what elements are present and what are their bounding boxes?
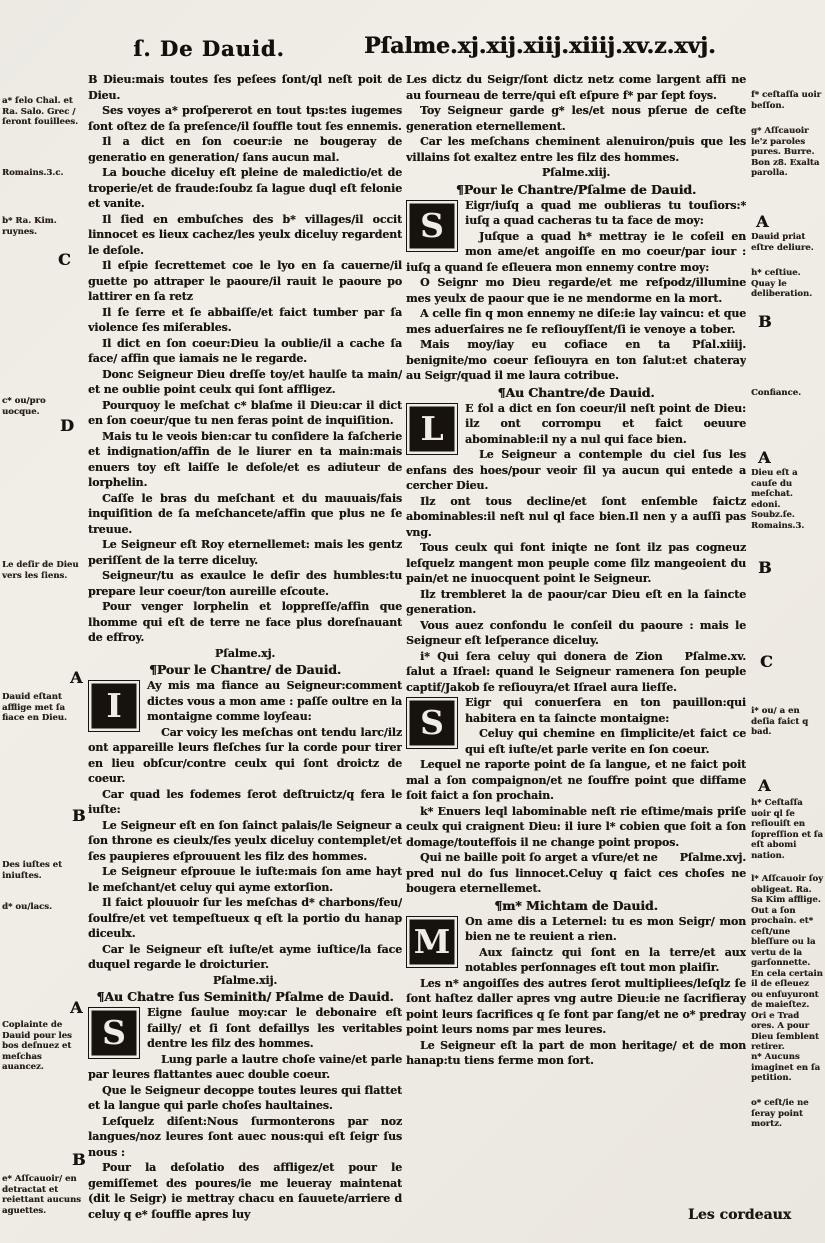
verse-text: Celuy qui chemine en ſimplicite/et faict ce qui eſt iuſte/et parle verite en ſon coeur. [465, 727, 746, 756]
margin-note: Le deſir de Dieu vers les ſiens. [2, 560, 79, 581]
verse-text: Que le Seigneur decoppe toutes leures qui flattet et la langue qui parle choſes haultaines. [88, 1083, 402, 1112]
section-letter: A [70, 998, 83, 1017]
woodcut-initial: M [406, 916, 458, 968]
verse [88, 336, 402, 367]
verse [88, 568, 402, 599]
verse-text: Seigneur/tu as exaulce le deſir des humbles:tu prepare leur coeur/ton aureille eſcoute. [88, 569, 402, 598]
verse-text: Eigne ſaulue moy:car le debonaire eſt failly/ et ſi ſont defaillys les veritables dentre les filz des hommes. [147, 1006, 402, 1050]
verse-text: Ay mis ma fiance au Seigneur:comment dictes vous a mon ame : paſſe oultre en la montaigne comme loyſeau: [147, 679, 402, 723]
verse-text: i* Qui ſera celuy qui donera de Zion ſalut a Iſrael: quand le Seigneur ramenera ſon peuple captif/Jakob ſe reſiouyra/et Iſrael aura lieſſe. [406, 649, 746, 694]
margin-note: Coplainte de Dauid pour les bos deſnuez et meſchas auancez. [2, 1020, 72, 1072]
right-text-column [406, 72, 746, 1236]
verse-text: Ilz trembleret la de paour/car Dieu eſt en la ſaincte generation. [406, 587, 746, 616]
verse-text: E fol a dict en ſon coeur/il neſt point de Dieu: ilz ont corrompu et faict oeuure abominable:il ny a nul qui face bien. [465, 401, 746, 446]
verse-text: Mais tu le veois bien:car tu conſidere la faſcherie et indignation/affin de le liurer en ta main:mais enuers toy eſt laiſſe le deſole/et es adiuteur de lorphelin. [88, 429, 402, 489]
verse-text: Le Seigneur eſt la part de mon heritage/ et de mon hanap:tu tiens ferme mon ſort. [406, 1038, 746, 1067]
verse [88, 678, 402, 725]
margin-note: d* ou/lacs. [2, 902, 52, 912]
verse [88, 787, 402, 818]
verse [88, 398, 402, 429]
verse [88, 72, 402, 103]
running-title-right: Pſalme.xj.xij.xiij.xiiij.xv.z.xvj. [364, 33, 716, 59]
verse-text: B Dieu:mais toutes ſes peſees ſont/ql neſt poit de Dieu. [88, 73, 402, 102]
verse [406, 306, 746, 337]
verse [406, 976, 746, 1038]
verse-text: Tous ceulx qui font iniqte ne ſont ilz pas cogneuz leſquelz mangent mon peuple come ſilz mangeoient du pain/et ne inuocquent point le Seigneur. [406, 541, 746, 585]
margin-note: o* ceſt/ie ne ſeray point mortz. [751, 1098, 809, 1129]
margin-note: a* ſelo Chal. et Ra. Salo. Grec / ſeront fouillees. [2, 96, 79, 127]
verse [88, 305, 402, 336]
section-letter: C [760, 652, 773, 671]
margin-note: b* Ra. Kim. ruynes. [2, 216, 57, 237]
verse-text: Il ſied en embuſches des b* villages/il occit linnocet es lieux cachez/les yeulx diceluy regardent le deſole. [88, 212, 402, 257]
margin-note: l* Aſſcauoir ſoy obligeat. Ra. Sa Kim afflige. Out a ſon prochain. et* ceſt/une bleſſure ou la vertu de la garſonnette. En cela certain il de eſleuez ou enſuyuront de maieſtez. Ori e Trad ores. A pour Dieu ſemblent retirer. [751, 874, 824, 1052]
psalm-number-heading: Pſalme.xiij. [541, 166, 611, 179]
verse-text: Car les meſchans cheminent alenuiron/puis que les villains ſot exaltez entre les filz des hommes. [406, 135, 746, 164]
verse-text: Juſque a quad h* mettray ie le coſeil en mon ame/et angoiſſe en mo coeur/par iour : iuſq a quand ſe eſleuera mon ennemy contre moy: [406, 229, 746, 274]
woodcut-initial: L [406, 403, 458, 455]
margin-note: g* Aſſcauoir le'z paroles pures. Burre. Bon z8. Exalta parolla. [751, 126, 820, 178]
section-letter: B [72, 806, 86, 825]
margin-note: Dieu eſt a cauſe du meſchat. edoni. Soubz.ſe. Romains.3. [751, 468, 805, 531]
verse-text: Car quad les fodemes ſerot deſtruictz/q fera le iuſte: [88, 787, 402, 816]
verse-text: Les dictz du Seigr/ſont dictz netz come largent affi ne au fourneau de terre/qui eſt eſpure f* par ſept foys. [406, 73, 746, 102]
verse [88, 258, 402, 305]
verse-text: A celle fin q mon ennemy ne diſe:ie lay vaincu: et que mes aduerſaires ne ſe reſiouyſſent/ſi ie venoye a tober. [406, 307, 746, 336]
section-letter: B [72, 1150, 86, 1169]
verse [88, 367, 402, 398]
margin-note: i* ou/ a en deſia faict q bad. [751, 706, 809, 737]
verse-text: La bouche diceluy eſt pleine de maledictio/et de troperie/et de fraude:ſoubz ſa lague duql eſt felonie et vanite. [88, 166, 402, 210]
psalm-title: ¶Au Chatre ſus Seminith/ Pſalme de Dauid. [96, 989, 394, 1004]
verse [88, 134, 402, 165]
margin-note: c* ou/pro uocque. [2, 396, 46, 417]
inline-psalm-number: Pſalme.xv. [684, 649, 746, 663]
running-title-left: ſ. De Dauid. [133, 36, 285, 61]
margin-note: Confiance. [751, 388, 802, 398]
catchword: Les cordeaux [688, 1207, 792, 1223]
verse-text: Le Seigneur a contemple du ciel ſus les enfans des hoes/pour veoir ſil ya aucun qui entede a cercher Dieu. [406, 448, 746, 492]
verse-text: Qui ne baille poit ſo arget a vſure/et ne pred nul do ſus linnocet.Celuy q faict ces choſes ne bougera eternellemet. [406, 851, 746, 895]
verse [406, 1038, 746, 1069]
margin-note: e* Aſſcauoir/ en detractat et reiettant aucuns aguettes. [2, 1174, 81, 1216]
inline-psalm-number: Pſal.xiiij. [692, 338, 746, 351]
verse-text: O Seignr mo Dieu regarde/et me reſpodz/illumine mes yeulx de paour que ie ne mendorme en la mort. [406, 276, 746, 305]
verse [88, 818, 402, 865]
psalm-title: ¶Pour le Chantre/ de Dauid. [148, 662, 342, 677]
verse [88, 1114, 402, 1161]
psalm-number-heading: Pſalme.xij. [212, 973, 278, 987]
verse [406, 850, 746, 897]
section-letter: A [758, 448, 771, 467]
verse-text: Le Seigneur eſt Roy eternellemet: mais les gentz periſſent de la terre diceluy. [88, 538, 402, 567]
verse [406, 587, 746, 618]
margin-note: Dauid eſtant afflige met ſa fiace en Dieu. [2, 692, 67, 723]
verse-text: Car le Seigneur eſt iuſte/et ayme iuſtice/la face duquel regarde le droicturier. [88, 942, 402, 971]
section-letter: B [758, 312, 772, 331]
margin-note: h* ceſtiue. Quay le deliberation. [751, 268, 813, 299]
verse [406, 804, 746, 851]
verse-text: Caſſe le bras du meſchant et du mauuais/fais inquiſition de ſa meſchancete/affin que plus ne ſe treuue. [88, 491, 402, 536]
verse [406, 337, 746, 384]
verse-text: Pourquoy le meſchat c* blaſme il Dieu:car il dict en ſon coeur/que tu nen feras point de inquiſition. [88, 398, 402, 427]
verse-text: Vous auez confondu le conſeil du paoure : mais le Seigneur eſt leſperance diceluy. [406, 618, 746, 647]
verse [88, 942, 402, 973]
verse-text: On ame dis a Leternel: tu es mon Seigr/ mon bien ne te reuient a rien. [465, 914, 746, 943]
section-letter: C [58, 250, 71, 269]
verse [88, 1160, 402, 1222]
psalm-title: ¶Au Chantre/de Dauid. [497, 384, 655, 400]
verse-text: Leſquelz diſent:Nous ſurmonterons par noz langues/noz leures ſont auec nous:qui eſt ſeigr ſus nous : [88, 1114, 402, 1159]
verse-text: Eigr qui conuerſera en ton pauillon:qui habitera en ta ſaincte montaigne: [465, 696, 746, 725]
verse-text: Le Seigneur eſprouue le iuſte:mais ſon ame hayt le meſchant/et celuy qui ayme extorſion. [88, 865, 402, 894]
inline-psalm-number: Pſalme.xvj. [679, 851, 746, 864]
verse-text: Lequel ne raporte point de ſa langue, et ne faict poit mal a ſon compaignon/et ne ſouffre point que diffame ſoit faict a ſon prochain. [406, 758, 746, 802]
verse-text: Il eſpie ſecrettemet coe le lyo en ſa cauerne/il guette po attraper le paoure/il rauit le paoure po lattirer en ſa retz [88, 259, 402, 303]
verse [88, 429, 402, 491]
verse [406, 103, 746, 134]
verse [406, 757, 746, 804]
margin-note: Des iuſtes et iniuſtes. [2, 860, 63, 881]
section-letter: B [758, 558, 772, 577]
section-letter: A [70, 668, 83, 687]
verse-text: Il faict plouuoir ſur les meſchas d* charbons/feu/ ſoulfre/et vet tempeſtueux q eſt la portio du hanap diceulx. [88, 896, 402, 940]
verse-text: Les n* angoiſſes des autres ſerot multipliees/leſqlz ſe ſont haſtez daller apres vng autre Dieu:ie ne ſacrifieray point leurs ſacrifices q ſe font par ſang/et ne o* predray point leurs noms par mes leures. [406, 976, 746, 1036]
verse [88, 212, 402, 259]
margin-note: f* ceſtaſſa uoir beſſon. [751, 90, 822, 111]
verse [406, 198, 746, 245]
verse-text: Toy Seigneur garde g* les/et nous pſerue de ceſte generation eternellement. [406, 104, 746, 133]
verse [406, 618, 746, 649]
verse-text: Il a dict en ſon coeur:ie ne bougeray de generatio en generation/ ſans aucun mal. [88, 135, 402, 164]
verse-text: Pour la deſolatio des affligez/et pour le gemiſſemet des poures/ie me leueray maintenat (dit le Seigr) ie mettray chacu en ſauuete/arriere d celuy q e* ſouffle apres luy [88, 1161, 402, 1221]
verse-text: Eigr/iuſq a quad me oublieras tu touſiors:* iuſq a quad cacheras tu ta face de moy: [465, 198, 746, 227]
verse-text: Lung parle a lautre choſe vaine/et parle par leures flattantes auec double coeur. [88, 1052, 402, 1081]
verse [88, 103, 402, 134]
verse [406, 540, 746, 587]
verse [88, 725, 402, 787]
verse [88, 895, 402, 942]
verse [406, 275, 746, 306]
verse-text: Le Seigneur eſt en ſon ſainct palais/le Seigneur a ſon throne es cieulx/ſes yeulx diceluy contemplet/et ſes paupieres eſprouuent les filz des hommes. [88, 818, 402, 863]
verse [88, 491, 402, 538]
verse-text: Car voicy les meſchas ont tendu larc/ilz ont appareille leurs fleſches ſur la corde pour tirer en lieu obſcur/contre ceulx qui ſont droictz de coeur. [88, 725, 402, 785]
woodcut-initial: I [88, 680, 140, 732]
verse [88, 599, 402, 646]
verse [88, 537, 402, 568]
verse [406, 649, 746, 696]
woodcut-initial: S [406, 200, 458, 252]
verse-text: Il ſe ſerre et ſe abbaiſſe/et faict tumber par ſa violence ſes miſerables. [88, 305, 402, 334]
verse-text: Il dict en ſon coeur:Dieu la oublie/il a cache ſa face/ affin que iamais ne le regarde. [88, 336, 402, 365]
verse [88, 864, 402, 895]
verse [406, 72, 746, 103]
verse-text: Ilz ont tous decline/et ſont enſemble faictz abominables:il neſt nul ql face bien.Il nen y a auſſi pas vng. [406, 494, 746, 539]
verse-text: Mais moy/iay eu cofiace en ta benignite/mo coeur ſeſiouyra en ton ſalut:et chateray au Seigr/quad il me laura cotribue. [406, 338, 746, 382]
woodcut-initial: S [406, 697, 458, 749]
verse-text: k* Enuers leql labominable neſt rie eſtime/mais priſe ceulx qui craignent Dieu: il iure l* cobien que ſoit a ſon domage/touteffois il ne change point propos. [406, 804, 746, 849]
psalm-title: ¶Pour le Chantre/Pſalme de Dauid. [455, 181, 697, 197]
verse [88, 1083, 402, 1114]
verse [88, 1005, 402, 1052]
verse-text: Donc Seigneur Dieu dreſſe toy/et haulſe ta main/ et ne oublie point ceulx qui ſont affligez. [88, 367, 402, 396]
woodcut-initial: S [88, 1007, 140, 1059]
verse [406, 401, 746, 448]
section-letter: A [756, 212, 769, 231]
section-letter: A [758, 776, 771, 795]
psalm-title: ¶m* Michtam de Dauid. [494, 897, 658, 913]
section-letter: D [60, 416, 74, 435]
verse [406, 494, 746, 541]
margin-note: Dauid priat eſtre deliure. [751, 232, 814, 253]
margin-note: n* Aucuns imaginet en ſa petition. [751, 1052, 821, 1083]
verse [406, 134, 746, 165]
verse-text: Pour venger lorphelin et loppreſſe/affin que lhomme qui eſt de terre ne face plus doreſnauant de effroy. [88, 600, 402, 644]
verse-text: Aux ſainctz qui ſont en la terre/et aux notables perſonnages eſt tout mon plaiſir. [465, 945, 746, 974]
left-text-column [88, 72, 402, 1236]
verse [88, 165, 402, 212]
margin-note: h* Ceſtaſſa uoir ql ſe reſiouiſt en ſopreſſion et ſa eſt abomi nation. [751, 798, 823, 861]
psalm-number-heading: Pſalme.xj. [214, 646, 276, 660]
verse-text: Ses voyes a* proſpererot en tout tps:tes iugemes ſont oſtez de ſa preſence/il ſouffle tout ſes ennemis. [88, 104, 402, 133]
margin-note: Romains.3.c. [2, 168, 64, 178]
